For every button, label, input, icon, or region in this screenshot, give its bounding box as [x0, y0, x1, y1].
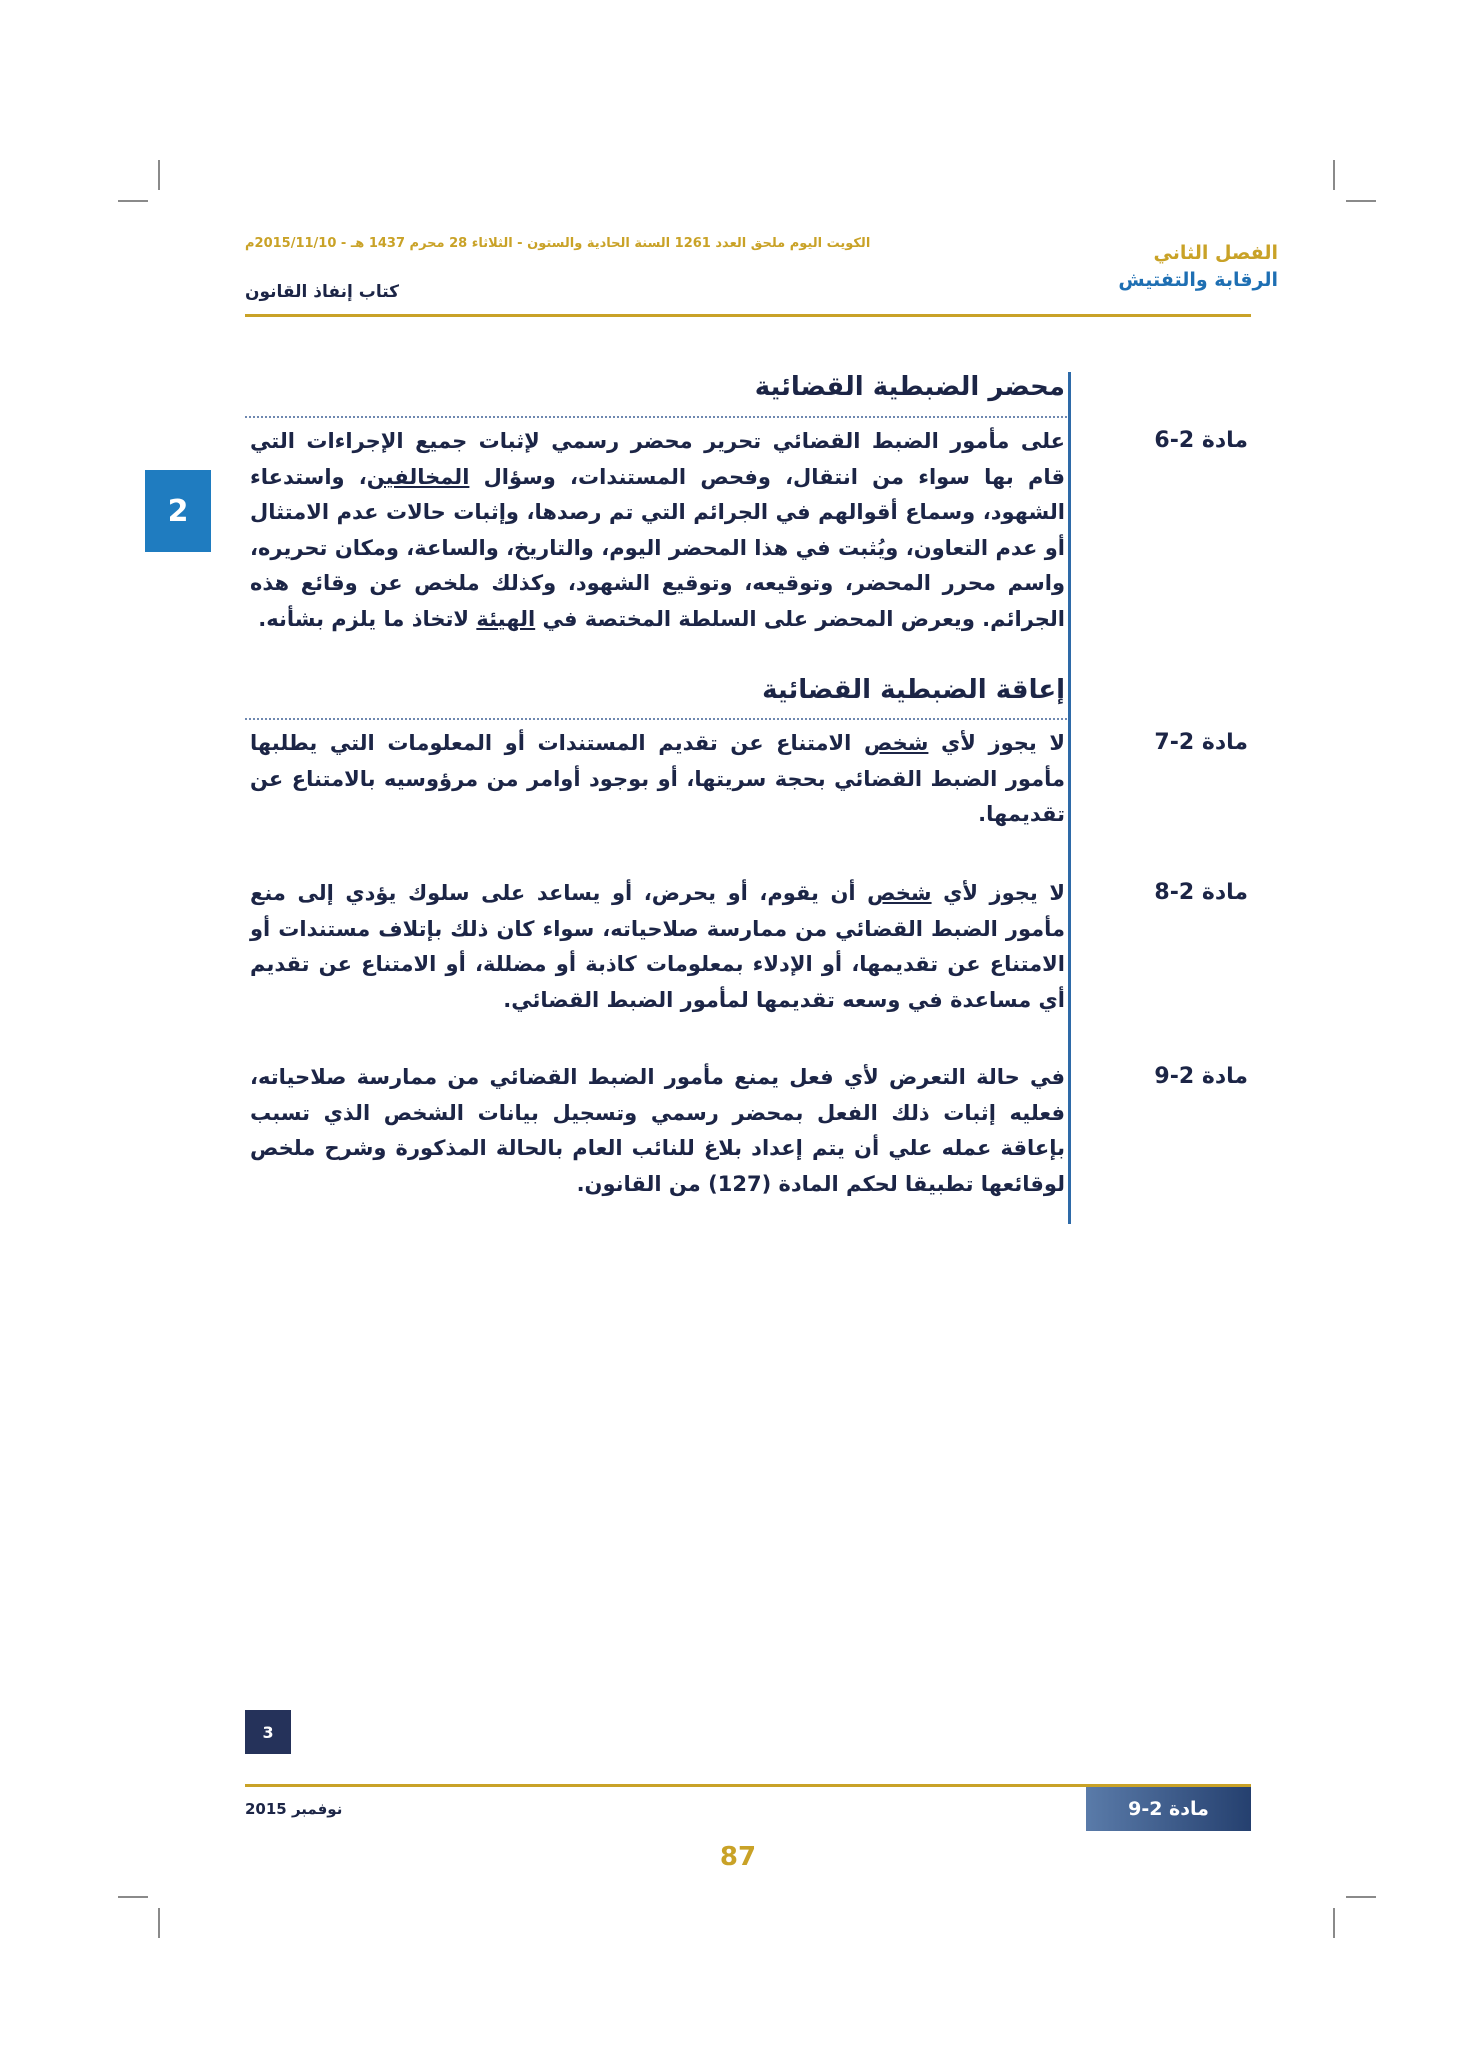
article-label: مادة 2-7 [1154, 730, 1248, 755]
chapter-title: الفصل الثاني [1153, 242, 1278, 264]
article-text: لا يجوز لأي شخص الامتناع عن تقديم المستندات أو المعلومات التي يطلبها مأمور الضبط القضائي بحجة سريتها، أو بوجود أوامر من مرؤوسيه بالامتناع عن تقديمها. [250, 731, 1065, 826]
section-heading: إعاقة الضبطية القضائية [762, 675, 1065, 705]
article-text: على مأمور الضبط القضائي تحرير محضر رسمي لإثبات جميع الإجراءات التي قام بها سواء من انتقال، وفحص المستندات، وسؤال المخالفين، واستدعاء الشهود، وسماع أقوالهم في الجرائم التي تم رصدها، وإثبات حالات عدم الامتثال أو عدم التعاون، ويُثبت في هذا المحضر اليوم، والتاريخ، والساعة، ومكان تحريره، واسم محرر المحضر، وتوقيعه، وتوقيع الشهود، وكذلك ملخص عن وقائع هذه الجرائم. ويعرض المحضر على السلطة المختصة في الهيئة لاتخاذ ما يلزم بشأنه. [250, 429, 1065, 631]
book-title: كتاب إنفاذ القانون [245, 282, 400, 302]
section-heading: محضر الضبطية القضائية [754, 372, 1065, 402]
article-label: مادة 2-6 [1154, 428, 1248, 453]
crop-mark [118, 200, 148, 202]
column-divider [1068, 372, 1071, 1224]
chapter-tab: 2 [145, 470, 211, 552]
crop-mark [1346, 200, 1376, 202]
article-label: مادة 2-9 [1154, 1064, 1248, 1089]
crop-mark [118, 1896, 148, 1898]
crop-mark [158, 1908, 160, 1938]
section-title-header: الرقابة والتفتيش [1118, 269, 1278, 291]
article-text: في حالة التعرض لأي فعل يمنع مأمور الضبط القضائي من ممارسة صلاحياته، فعليه إثبات ذلك الفعل بمحضر رسمي وتسجيل بيانات الشخص الذي تسبب بإعاقة عمله علي أن يتم إعداد بلاغ للنائب العام بالحالة المذكورة وشرح ملخص لوقائعها تطبيقا لحكم المادة (127) من القانون. [250, 1065, 1065, 1196]
footer-article-tag: مادة 2-9 [1086, 1787, 1251, 1831]
crop-mark [1346, 1896, 1376, 1898]
crop-mark [158, 160, 160, 190]
gazette-reference: الكويت اليوم ملحق العدد 1261 السنة الحادية والستون - الثلاثاء 28 محرم 1437 هـ - 2015/11/10م [245, 236, 871, 251]
page-box: 3 [245, 1710, 291, 1754]
header-chapter-block [1118, 240, 1278, 294]
crop-mark [1333, 160, 1335, 190]
article-text: لا يجوز لأي شخص أن يقوم، أو يحرض، أو يساعد على سلوك يؤدي إلى منع مأمور الضبط القضائي من ممارسة صلاحياته، سواء كان ذلك بإتلاف مستندات أو الامتناع عن تقديمها، أو الإدلاء بمعلومات كاذبة أو مضللة، أو الامتناع عن تقديم أي مساعدة في وسعه تقديمها لمأمور الضبط القضائي. [250, 881, 1065, 1012]
dotted-divider [245, 718, 1067, 720]
crop-mark [1333, 1908, 1335, 1938]
footer-date: نوفمبر 2015 [245, 1800, 343, 1818]
article-label: مادة 2-8 [1154, 880, 1248, 905]
dotted-divider [245, 416, 1067, 418]
header-divider [245, 314, 1251, 317]
page-number: 87 [719, 1842, 757, 1872]
